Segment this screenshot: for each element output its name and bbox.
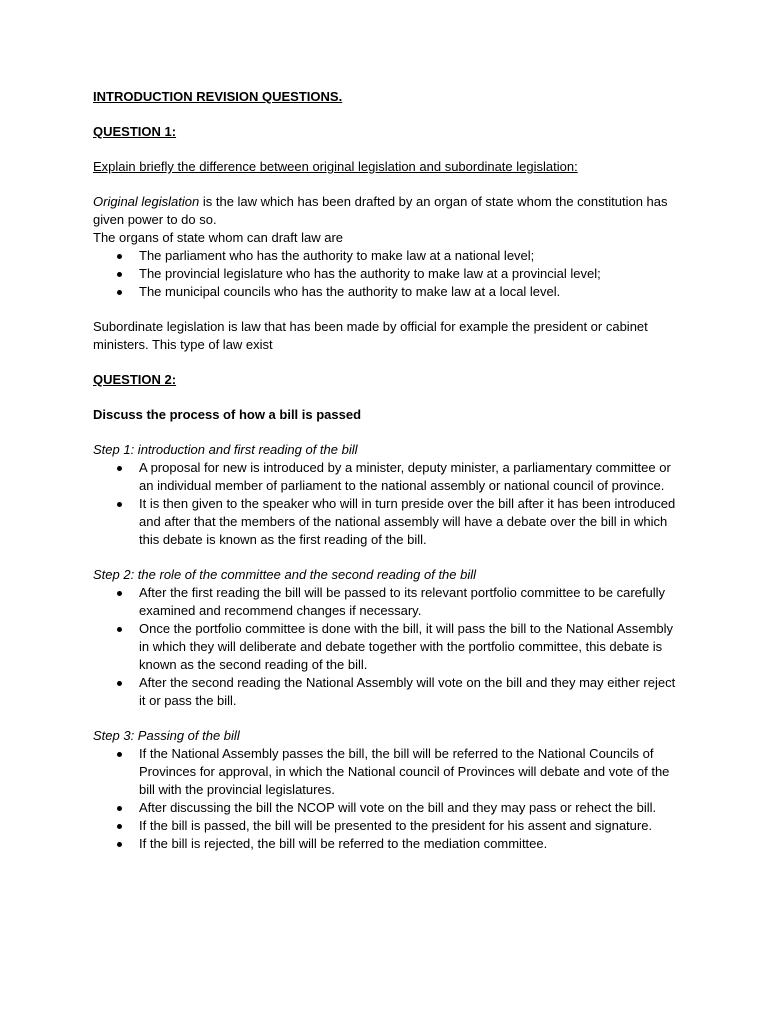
step-3-title: Step 3: Passing of the bill	[93, 728, 240, 743]
step-2-list	[93, 584, 683, 710]
question-2-label: QUESTION 2:	[93, 372, 177, 387]
document-title: INTRODUCTION REVISION QUESTIONS.	[93, 89, 343, 104]
list-item: If the National Assembly passes the bill, the bill will be referred to the National Councils of Provinces for approval, in which the National council of Provinces will debate and vote of the bill with the provincial legislatures.	[93, 745, 683, 799]
list-item: The provincial legislature who has the authority to make law at a provincial level;	[93, 265, 683, 283]
original-legislation-definition: is the law which has been drafted by an organ of state whom the constitution has given power to do so.	[93, 194, 668, 227]
list-item: It is then given to the speaker who will in turn preside over the bill after it has been introduced and after that the members of the national assembly will have a debate over the bill in which this debate is known as the first reading of the bill.	[93, 495, 683, 549]
organs-list	[93, 247, 683, 301]
list-item: After discussing the bill the NCOP will vote on the bill and they may pass or rehect the bill.	[93, 799, 683, 817]
list-item: The parliament who has the authority to make law at a national level;	[93, 247, 683, 265]
list-item: If the bill is passed, the bill will be presented to the president for his assent and signature.	[93, 817, 683, 835]
subordinate-legislation-paragraph: Subordinate legislation is law that has been made by official for example the president or cabinet ministers. This type of law exist	[93, 319, 648, 352]
original-legislation-term: Original legislation	[93, 194, 200, 209]
original-legislation-paragraph	[93, 193, 683, 229]
list-item: The municipal councils who has the authority to make law at a local level.	[93, 283, 683, 301]
step-1-title: Step 1: introduction and first reading of the bill	[93, 442, 358, 457]
list-item: After the second reading the National Assembly will vote on the bill and they may either reject it or pass the bill.	[93, 674, 683, 710]
list-item: After the first reading the bill will be passed to its relevant portfolio committee to be carefully examined and recommend changes if necessary.	[93, 584, 683, 620]
organs-intro: The organs of state whom can draft law are	[93, 230, 344, 245]
step-3-list	[93, 745, 683, 853]
step-1-list	[93, 459, 683, 549]
list-item: If the bill is rejected, the bill will be referred to the mediation committee.	[93, 835, 683, 853]
question-1-prompt: Explain briefly the difference between original legislation and subordinate legislation:	[93, 159, 578, 174]
list-item: Once the portfolio committee is done with the bill, it will pass the bill to the National Assembly in which they will deliberate and debate together with the portfolio committee, this debate is known as the second reading of the bill.	[93, 620, 683, 674]
step-2-title: Step 2: the role of the committee and the second reading of the bill	[93, 567, 477, 582]
question-1-label: QUESTION 1:	[93, 124, 177, 139]
question-2-prompt: Discuss the process of how a bill is passed	[93, 407, 362, 422]
list-item: A proposal for new is introduced by a minister, deputy minister, a parliamentary committee or an individual member of parliament to the national assembly or national council of province.	[93, 459, 683, 495]
document-page	[93, 88, 683, 853]
